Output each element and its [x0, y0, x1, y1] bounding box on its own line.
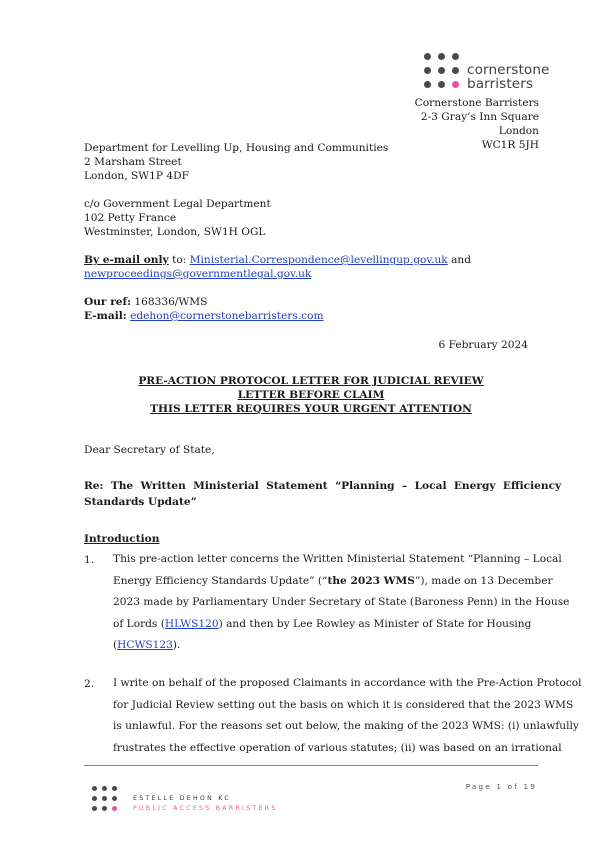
- paragraph-text: ) and then by Lee Rowley as Minister of State for Housing: [218, 617, 532, 630]
- sender-address-line: Cornerstone Barristers: [414, 97, 539, 109]
- paragraph-text: ).: [172, 639, 181, 651]
- sender-address-line: WC1R 5JH: [481, 139, 539, 151]
- recipient-address-line: London, SW1P 4DF: [84, 170, 189, 182]
- sender-email-link[interactable]: edehon@cornerstonebarristers.com: [130, 310, 324, 322]
- paragraph-text: ”), made on 13 December: [414, 574, 553, 587]
- section-title-introduction: Introduction: [84, 533, 160, 545]
- letter-date: 6 February 2024: [438, 339, 528, 351]
- cornerstone-logo-dots: [424, 53, 464, 93]
- delivery-to-text: to:: [168, 254, 190, 266]
- hcws123-link[interactable]: HCWS123: [117, 639, 173, 651]
- ministerial-email-link[interactable]: Ministerial.Correspondence@levellingup.gov.uk: [189, 254, 448, 266]
- our-ref-line: [84, 295, 207, 309]
- sender-address-line: London: [498, 125, 539, 137]
- paragraph-line: This pre-action letter concerns the Written Ministerial Statement “Planning – Local: [113, 553, 562, 565]
- paragraph-text: of Lords (: [113, 617, 165, 630]
- recipient-address-line: 2 Marsham Street: [84, 156, 182, 168]
- footer-public-access: PUBLIC ACCESS BARRISTERS: [133, 805, 278, 812]
- sender-email-line: [84, 309, 324, 323]
- our-ref-label: Our ref:: [84, 296, 131, 308]
- paragraph-line: I write on behalf of the proposed Claimants in accordance with the Pre-Action Protocol: [113, 677, 582, 689]
- delivery-method-line-2: [84, 267, 311, 281]
- logo-text-cornerstone: cornerstone: [467, 62, 550, 78]
- footer-barrister-name: ESTELLE DEHON KC: [133, 795, 231, 802]
- paragraph-2: [113, 673, 582, 759]
- logo-text-barristers: barristers: [467, 76, 534, 92]
- recipient-address-line: Westminster, London, SW1H OGL: [84, 226, 266, 238]
- paragraph-line: 2023 made by Parliamentary Under Secretary of State (Baroness Penn) in the House: [113, 596, 570, 608]
- and-text: and: [447, 254, 472, 266]
- paragraph-line: is unlawful. For the reasons set out below, the making of the 2023 WMS: (i) unlawfully: [113, 720, 579, 732]
- gld-email-link[interactable]: newproceedings@governmentlegal.gov.uk: [84, 268, 312, 280]
- paragraph-line: [113, 571, 553, 593]
- paragraph-line: for Judicial Review setting out the basis on which it is considered that the 2023 WMS: [113, 698, 574, 711]
- paragraph-number: 2.: [84, 678, 95, 690]
- re-line-2: Standards Update”: [84, 496, 197, 508]
- re-line-1: Re: The Written Ministerial Statement “Planning – Local Energy Efficiency: [84, 480, 562, 492]
- heading-pre-action: PRE-ACTION PROTOCOL LETTER FOR JUDICIAL REVIEW: [138, 375, 484, 387]
- paragraph-line: [113, 614, 538, 636]
- footer-logo-dots: [92, 786, 122, 816]
- salutation: Dear Secretary of State,: [84, 444, 215, 456]
- recipient-address-line: Department for Levelling Up, Housing and Communities: [84, 142, 389, 154]
- paragraph-text: (: [113, 639, 118, 651]
- paragraph-line: frustrates the effective operation of various statutes; (ii) was based on an irrational: [113, 741, 562, 754]
- heading-letter-before-claim: LETTER BEFORE CLAIM: [237, 389, 385, 401]
- sender-email-label: E-mail:: [84, 310, 127, 322]
- hlws120-link[interactable]: HLWS120: [164, 617, 219, 630]
- paragraph-number: 1.: [84, 554, 95, 566]
- paragraph-text: Energy Efficiency Standards Update” (“: [113, 574, 328, 587]
- our-ref-value: 168336/WMS: [131, 296, 208, 308]
- page-number: Page 1 of 19: [465, 782, 537, 791]
- footer-divider: [84, 765, 538, 766]
- recipient-address-line: 102 Petty France: [84, 212, 177, 224]
- recipient-address-line: c/o Government Legal Department: [84, 198, 271, 210]
- defined-term-2023-wms: the 2023 WMS: [327, 574, 415, 587]
- paragraph-line: [113, 635, 538, 657]
- delivery-method-label: By e-mail only: [84, 254, 169, 266]
- heading-urgent-attention: THIS LETTER REQUIRES YOUR URGENT ATTENTION: [150, 403, 472, 415]
- delivery-method-line: [84, 253, 471, 267]
- sender-address-line: 2-3 Gray’s Inn Square: [420, 111, 539, 123]
- paragraph-1: [113, 549, 570, 657]
